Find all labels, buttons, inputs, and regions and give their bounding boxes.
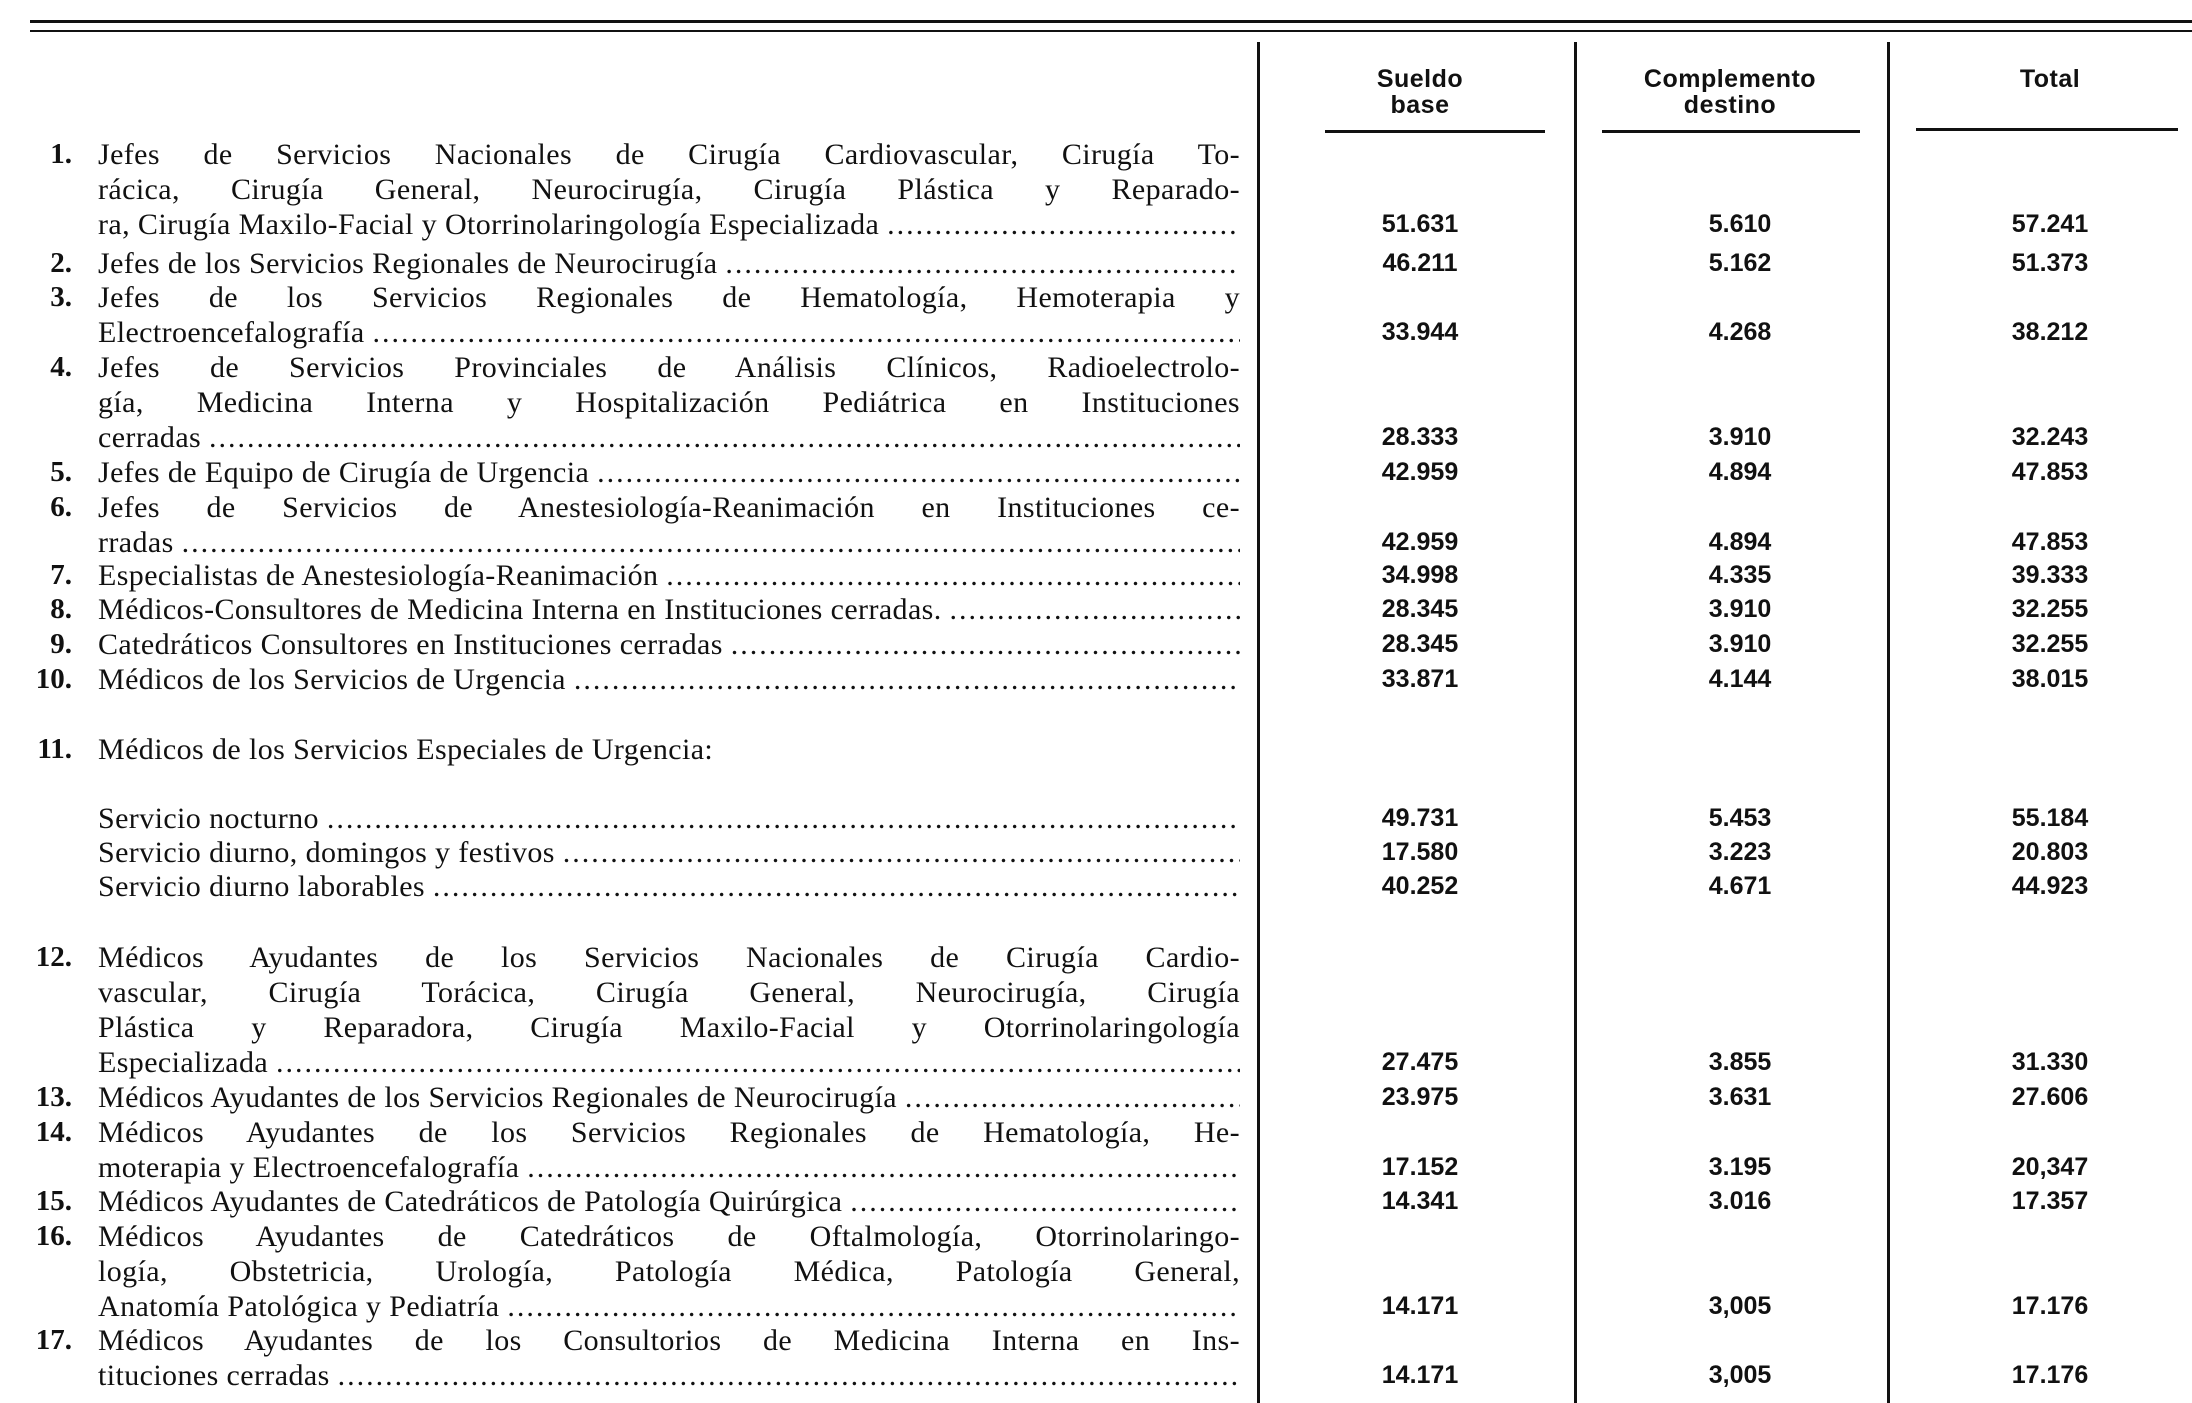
dot-leader xyxy=(731,627,1240,662)
description-line xyxy=(98,1045,1240,1080)
dot-leader xyxy=(563,835,1240,870)
column-divider xyxy=(1887,42,1890,1403)
complemento-destino-value: 3.910 xyxy=(1708,630,1772,658)
sueldo-base-value: 14.171 xyxy=(1381,1361,1459,1389)
description-text: Especialistas de Anestesiología-Reanimación xyxy=(98,559,667,592)
row-description xyxy=(98,455,1240,490)
row-description xyxy=(98,1080,1240,1115)
dot-leader xyxy=(433,869,1240,904)
sueldo-base-value: 28.345 xyxy=(1381,595,1459,623)
description-text: ra, Cirugía Maxilo-Facial y Otorrinolaringología Especializada xyxy=(98,208,888,241)
row-number: 1. xyxy=(50,138,72,170)
complemento-destino-value: 3.910 xyxy=(1708,423,1772,451)
total-value: 32.243 xyxy=(2011,423,2089,451)
sueldo-base-value: 23.975 xyxy=(1381,1083,1459,1111)
description-line: rácica, Cirugía General, Neurocirugía, Cirugía Plástica y Reparado- xyxy=(98,173,1240,206)
description-text: cerradas xyxy=(98,421,210,454)
sueldo-base-value: 40.252 xyxy=(1381,872,1459,900)
sueldo-base-value: 33.944 xyxy=(1381,318,1459,346)
row-description xyxy=(98,280,1240,350)
dot-leader xyxy=(597,455,1240,490)
dot-leader xyxy=(725,246,1240,281)
complemento-destino-value: 5.162 xyxy=(1708,249,1772,277)
dot-leader xyxy=(527,1150,1240,1185)
description-line xyxy=(98,207,1240,242)
description-line xyxy=(98,420,1240,455)
description-line: Jefes de los Servicios Regionales de Hematología, Hemoterapia y xyxy=(98,281,1240,314)
total-value: 32.255 xyxy=(2011,595,2089,623)
dot-leader xyxy=(209,420,1240,455)
description-line xyxy=(98,801,1240,836)
total-value: 51.373 xyxy=(2011,249,2089,277)
complemento-destino-value: 4.894 xyxy=(1708,528,1772,556)
complemento-header-line: destino xyxy=(1683,91,1777,119)
row-number: 9. xyxy=(50,628,72,660)
description-text: Médicos de los Servicios de Urgencia xyxy=(98,663,574,696)
row-number: 8. xyxy=(50,593,72,625)
row-description xyxy=(98,732,1240,767)
row-description xyxy=(98,835,1240,870)
complemento-destino-value: 3,005 xyxy=(1708,1292,1772,1320)
description-text: moterapia y Electroencefalografía xyxy=(98,1151,528,1184)
description-line xyxy=(98,1080,1240,1115)
row-description xyxy=(98,869,1240,904)
row-description xyxy=(98,662,1240,697)
column-divider xyxy=(1574,42,1577,1403)
total-value: 17.176 xyxy=(2011,1361,2089,1389)
row-number: 3. xyxy=(50,281,72,313)
description-line xyxy=(98,662,1240,697)
row-number: 17. xyxy=(35,1324,72,1356)
description-line: Jefes de Servicios Provinciales de Análisis Clínicos, Radioelectrolo- xyxy=(98,351,1240,384)
sueldo-base-value: 14.171 xyxy=(1381,1292,1459,1320)
total-value: 17.357 xyxy=(2011,1187,2089,1215)
row-description xyxy=(98,801,1240,836)
complemento-header-line: Complemento xyxy=(1643,65,1817,93)
complemento-destino-value: 5.610 xyxy=(1708,210,1772,238)
sueldo-base-value: 33.871 xyxy=(1381,665,1459,693)
dot-leader xyxy=(905,1080,1240,1115)
row-number: 16. xyxy=(35,1220,72,1252)
description-text: Médicos-Consultores de Medicina Interna en Instituciones cerradas. xyxy=(98,593,950,626)
row-number: 12. xyxy=(35,941,72,973)
row-description xyxy=(98,627,1240,662)
row-number: 2. xyxy=(50,247,72,279)
dot-leader xyxy=(850,1184,1240,1219)
row-number: 15. xyxy=(35,1185,72,1217)
description-line xyxy=(98,1358,1240,1393)
description-line xyxy=(98,1184,1240,1219)
total-header-label: Total xyxy=(2019,65,2081,93)
complemento-destino-value: 3.631 xyxy=(1708,1083,1772,1111)
complemento-destino-value: 3.910 xyxy=(1708,595,1772,623)
row-number: 4. xyxy=(50,351,72,383)
top-rule-thin xyxy=(30,30,2192,32)
description-line: Jefes de Servicios de Anestesiología-Reanimación en Instituciones ce- xyxy=(98,491,1240,524)
sueldo-base-header xyxy=(1330,66,1510,118)
top-rule xyxy=(30,20,2192,23)
total-value: 44.923 xyxy=(2011,872,2089,900)
total-value: 38.015 xyxy=(2011,665,2089,693)
description-line: Médicos Ayudantes de los Consultorios de Medicina Interna en Ins- xyxy=(98,1324,1240,1357)
complemento-destino-value: 3.195 xyxy=(1708,1153,1772,1181)
complemento-destino-value: 5.453 xyxy=(1708,804,1772,832)
description-line xyxy=(98,1150,1240,1185)
header-underline xyxy=(1916,128,2178,131)
sueldo-base-value: 28.333 xyxy=(1381,423,1459,451)
description-text: Jefes de los Servicios Regionales de Neurocirugía xyxy=(98,247,726,280)
description-text: rradas xyxy=(98,526,182,559)
description-line: Médicos de los Servicios Especiales de Urgencia: xyxy=(98,733,714,766)
sueldo-header-line: Sueldo xyxy=(1376,65,1464,93)
sueldo-base-value: 49.731 xyxy=(1381,804,1459,832)
sueldo-base-value: 28.345 xyxy=(1381,630,1459,658)
complemento-destino-value: 4.268 xyxy=(1708,318,1772,346)
description-text: Jefes de Equipo de Cirugía de Urgencia xyxy=(98,456,598,489)
total-value: 38.212 xyxy=(2011,318,2089,346)
row-description xyxy=(98,1323,1240,1393)
total-value: 39.333 xyxy=(2011,561,2089,589)
description-text: Médicos Ayudantes de Catedráticos de Patología Quirúrgica xyxy=(98,1185,851,1218)
sueldo-base-value: 14.341 xyxy=(1381,1187,1459,1215)
row-description xyxy=(98,246,1240,281)
sueldo-header-line: base xyxy=(1390,91,1450,119)
description-text: Servicio diurno, domingos y festivos xyxy=(98,836,563,869)
row-description xyxy=(98,558,1240,593)
dot-leader xyxy=(327,801,1240,836)
sueldo-base-value: 27.475 xyxy=(1381,1048,1459,1076)
header-underline xyxy=(1325,130,1545,133)
dot-leader xyxy=(507,1289,1240,1324)
row-description xyxy=(98,1184,1240,1219)
description-text: Médicos Ayudantes de los Servicios Regionales de Neurocirugía xyxy=(98,1081,905,1114)
sueldo-base-value: 17.580 xyxy=(1381,838,1459,866)
row-description xyxy=(98,940,1240,1080)
description-line: Médicos Ayudantes de Catedráticos de Oftalmología, Otorrinolaringo- xyxy=(98,1220,1240,1253)
dot-leader xyxy=(276,1045,1240,1080)
column-divider xyxy=(1257,42,1260,1403)
description-line xyxy=(98,869,1240,904)
description-line xyxy=(98,455,1240,490)
row-number: 11. xyxy=(37,733,72,765)
dot-leader xyxy=(887,207,1240,242)
total-value: 17.176 xyxy=(2011,1292,2089,1320)
description-text: Especializada xyxy=(98,1046,276,1079)
description-line xyxy=(98,1289,1240,1324)
row-number: 6. xyxy=(50,491,72,523)
total-value: 32.255 xyxy=(2011,630,2089,658)
complemento-destino-value: 4.144 xyxy=(1708,665,1772,693)
dot-leader xyxy=(574,662,1240,697)
dot-leader xyxy=(950,592,1240,627)
total-value: 55.184 xyxy=(2011,804,2089,832)
sueldo-base-value: 34.998 xyxy=(1381,561,1459,589)
sueldo-base-value: 42.959 xyxy=(1381,528,1459,556)
dot-leader xyxy=(666,558,1240,593)
description-line xyxy=(98,558,1240,593)
description-line xyxy=(98,592,1240,627)
total-header xyxy=(1960,66,2140,92)
complemento-destino-value: 4.335 xyxy=(1708,561,1772,589)
dot-leader xyxy=(182,525,1240,560)
description-line: vascular, Cirugía Torácica, Cirugía General, Neurocirugía, Cirugía xyxy=(98,976,1240,1009)
row-description xyxy=(98,490,1240,560)
description-line: Médicos Ayudantes de los Servicios Regionales de Hematología, He- xyxy=(98,1116,1240,1149)
description-line: gía, Medicina Interna y Hospitalización Pediátrica en Instituciones xyxy=(98,386,1240,419)
description-line xyxy=(98,627,1240,662)
complemento-destino-header xyxy=(1610,66,1850,118)
description-text: tituciones cerradas xyxy=(98,1359,338,1392)
description-text: Servicio nocturno xyxy=(98,802,327,835)
description-line xyxy=(98,525,1240,560)
row-description xyxy=(98,137,1240,242)
sueldo-base-value: 46.211 xyxy=(1382,249,1458,277)
row-description xyxy=(98,1219,1240,1324)
description-line xyxy=(98,315,1240,350)
description-line: logía, Obstetricia, Urología, Patología Médica, Patología General, xyxy=(98,1255,1240,1288)
complemento-destino-value: 3.855 xyxy=(1708,1048,1772,1076)
row-description xyxy=(98,1115,1240,1185)
description-line: Plástica y Reparadora, Cirugía Maxilo-Facial y Otorrinolaringología xyxy=(98,1011,1240,1044)
description-line xyxy=(98,835,1240,870)
total-value: 57.241 xyxy=(2011,210,2089,238)
total-value: 31.330 xyxy=(2011,1048,2089,1076)
complemento-destino-value: 4.671 xyxy=(1708,872,1772,900)
description-text: Electroencefalografía xyxy=(98,316,373,349)
complemento-destino-value: 3.223 xyxy=(1708,838,1772,866)
dot-leader xyxy=(372,315,1240,350)
complemento-destino-value: 4.894 xyxy=(1708,458,1772,486)
row-number: 7. xyxy=(50,559,72,591)
description-text: Anatomía Patológica y Pediatría xyxy=(98,1290,508,1323)
sueldo-base-value: 17.152 xyxy=(1381,1153,1459,1181)
total-value: 47.853 xyxy=(2011,458,2089,486)
description-text: Servicio diurno laborables xyxy=(98,870,433,903)
complemento-destino-value: 3.016 xyxy=(1708,1187,1772,1215)
total-value: 27.606 xyxy=(2011,1083,2089,1111)
row-number: 13. xyxy=(35,1081,72,1113)
description-line xyxy=(98,246,1240,281)
row-number: 10. xyxy=(35,663,72,695)
dot-leader xyxy=(338,1358,1240,1393)
total-value: 20.803 xyxy=(2011,838,2089,866)
total-value: 47.853 xyxy=(2011,528,2089,556)
description-text: Catedráticos Consultores en Instituciones cerradas xyxy=(98,628,731,661)
description-line: Jefes de Servicios Nacionales de Cirugía Cardiovascular, Cirugía To- xyxy=(98,138,1240,171)
row-number: 14. xyxy=(35,1116,72,1148)
row-description xyxy=(98,592,1240,627)
description-line: Médicos Ayudantes de los Servicios Nacionales de Cirugía Cardio- xyxy=(98,941,1240,974)
sueldo-base-value: 51.631 xyxy=(1381,210,1459,238)
complemento-destino-value: 3,005 xyxy=(1708,1361,1772,1389)
header-underline xyxy=(1602,130,1860,133)
row-number: 5. xyxy=(50,456,72,488)
sueldo-base-value: 42.959 xyxy=(1381,458,1459,486)
row-description xyxy=(98,350,1240,455)
total-value: 20,347 xyxy=(2011,1153,2089,1181)
